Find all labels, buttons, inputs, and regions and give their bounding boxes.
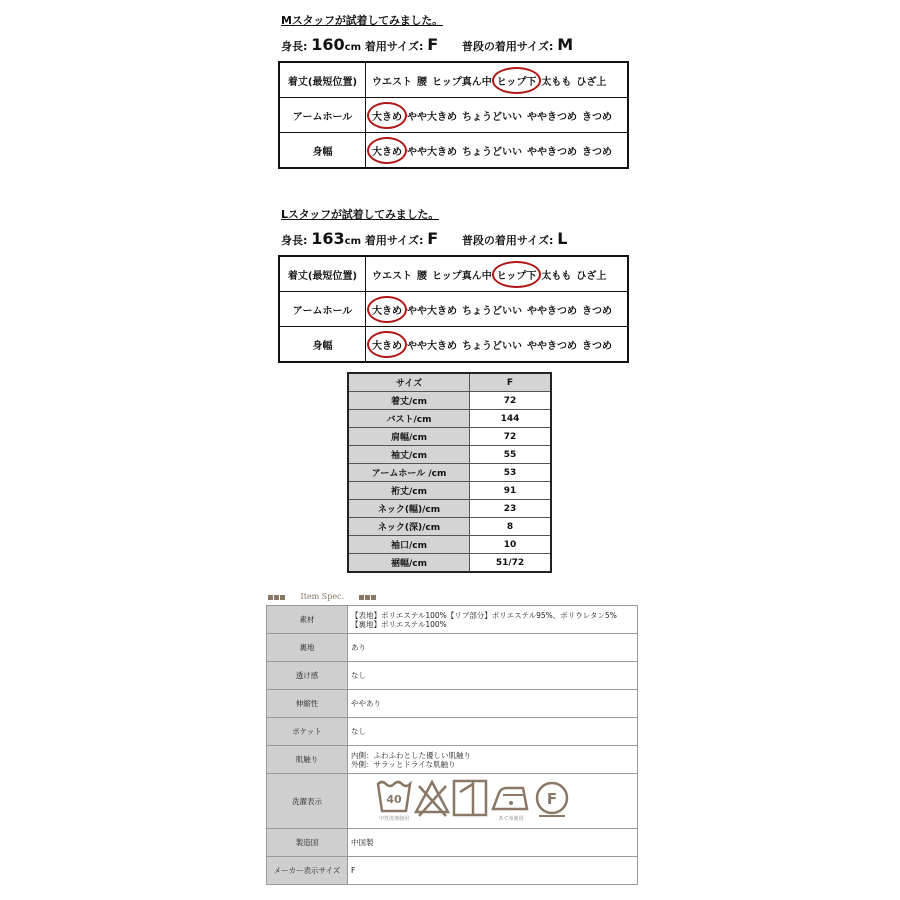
wash-temp: 40 (386, 793, 402, 806)
size-row (348, 554, 551, 573)
staff-l-fit-table (278, 255, 629, 363)
square-icon (268, 595, 273, 600)
size-row-value: 72 (470, 428, 552, 446)
fit-option: ウエスト (372, 76, 412, 88)
fit-option: きつめ (582, 305, 612, 317)
spec-row-value (348, 746, 638, 774)
fit-option-selected: ヒップ下 (497, 267, 537, 282)
dry-clean-icon (533, 778, 571, 824)
size-row (348, 464, 551, 482)
wash-caption: 中性洗剤使用 (378, 816, 409, 822)
fit-option: きつめ (582, 340, 612, 352)
spec-value-line: 中国製 (351, 838, 374, 847)
dry-letter: F (546, 790, 558, 808)
fit-option: ちょうどいい (462, 340, 522, 352)
spec-value-line: なし (351, 727, 366, 736)
height-value: 163 (311, 229, 345, 248)
spec-row-label: 裏地 (267, 634, 348, 662)
fit-row-label: 着丈(最短位置) (279, 62, 366, 98)
size-header-label: サイズ (348, 373, 470, 392)
spec-row-value (348, 662, 638, 690)
spec-row-label: 透け感 (267, 662, 348, 690)
wear-size-value: F (427, 35, 439, 54)
hang-dry-icon (451, 778, 489, 824)
fit-option-selected: 大きめ (372, 337, 402, 352)
fit-option: やや大きめ (407, 111, 457, 123)
size-row-label: 裄丈/cm (348, 482, 470, 500)
fit-option: ややきつめ (527, 111, 577, 123)
spec-row-label: 素材 (267, 606, 348, 634)
fit-row-options (366, 62, 629, 98)
spec-row-label: 製造国 (267, 829, 348, 857)
spec-value-line: なし (351, 671, 366, 680)
size-row-label: 肩幅/cm (348, 428, 470, 446)
fit-row-options (366, 256, 629, 292)
size-row (348, 392, 551, 410)
size-row (348, 428, 551, 446)
square-icon (365, 595, 370, 600)
item-spec-table (266, 605, 638, 885)
fit-option: やや大きめ (407, 305, 457, 317)
spec-value-line: 内側：ふわふわとした優しい肌触り (351, 750, 471, 760)
fit-option-selected: 大きめ (372, 108, 402, 123)
fit-row-label: 身幅 (279, 133, 366, 169)
size-row-value: 53 (470, 464, 552, 482)
spec-row-value (348, 829, 638, 857)
spec-value-line: あり (351, 643, 366, 652)
fit-option: 太もも (541, 270, 572, 282)
spec-row (267, 634, 638, 662)
fit-option: 太もも (541, 76, 572, 88)
iron-icon (489, 778, 533, 824)
spec-row (267, 606, 638, 634)
fit-option: ヒップ真ん中 (432, 270, 492, 282)
spec-value-line: 【表地】ポリエステル100%【リブ部分】ポリエステル95%、ポリウレタン5% (351, 610, 617, 620)
size-row (348, 446, 551, 464)
height-unit: cm (344, 42, 362, 53)
height-label: 身長: (281, 40, 308, 53)
square-icon (274, 595, 279, 600)
fit-option: やや大きめ (407, 340, 457, 352)
size-row-label: アームホール /cm (348, 464, 470, 482)
spec-value-line: ややあり (351, 699, 381, 708)
fit-option-selected: 大きめ (372, 302, 402, 317)
fit-row-label: 身幅 (279, 327, 366, 363)
height-value: 160 (311, 35, 345, 54)
size-row-label: 裾幅/cm (348, 554, 470, 573)
fit-row-options (366, 98, 629, 133)
fit-row (279, 133, 628, 169)
spec-row-value (348, 774, 638, 829)
fit-option: ややきつめ (527, 340, 577, 352)
no-bleach-icon (413, 778, 451, 824)
wear-size-label: 着用サイズ: (364, 234, 424, 247)
size-row-value: 72 (470, 392, 552, 410)
wear-size-value: F (427, 229, 439, 248)
size-table-header (348, 373, 551, 392)
size-row-value: 55 (470, 446, 552, 464)
fit-option: 腰 (417, 76, 427, 88)
care-icons (351, 778, 637, 824)
spec-row-value (348, 606, 638, 634)
usual-size-label: 普段の着用サイズ: (461, 234, 554, 247)
spec-row (267, 829, 638, 857)
item-spec-label: Item Spec. (300, 592, 345, 601)
usual-size-value: L (557, 229, 568, 248)
size-table (347, 372, 552, 573)
spec-row (267, 718, 638, 746)
spec-row-value (348, 857, 638, 885)
spec-row-value (348, 634, 638, 662)
fit-option-selected: 大きめ (372, 143, 402, 158)
spec-value-line: 【裏地】ポリエステル100% (351, 619, 447, 629)
fit-row (279, 98, 628, 133)
staff-m-fit-table (278, 61, 629, 169)
spec-row-label: 洗濯表示 (267, 774, 348, 829)
fit-option: ちょうどいい (462, 146, 522, 158)
size-row-value: 8 (470, 518, 552, 536)
wash-tub-icon (375, 778, 413, 824)
fit-row (279, 292, 628, 327)
fit-row-options (366, 327, 629, 363)
size-header-value: F (470, 373, 552, 392)
item-spec-title (268, 592, 377, 601)
spec-row-label: メーカー表示サイズ (267, 857, 348, 885)
size-row-label: 袖口/cm (348, 536, 470, 554)
height-label: 身長: (281, 234, 308, 247)
size-row-label: ネック(深)/cm (348, 518, 470, 536)
fit-option: ちょうどいい (462, 111, 522, 123)
staff-l-title: Lスタッフが試着してみました。 (281, 208, 440, 221)
fit-option-selected: ヒップ下 (497, 73, 537, 88)
fit-option: きつめ (582, 146, 612, 158)
fit-row-label: 着丈(最短位置) (279, 256, 366, 292)
spec-row-label: 伸縮性 (267, 690, 348, 718)
square-icon (280, 595, 285, 600)
fit-option: ちょうどいい (462, 305, 522, 317)
spec-row (267, 774, 638, 829)
usual-size-label: 普段の着用サイズ: (461, 40, 554, 53)
spec-row-value (348, 690, 638, 718)
size-row-label: 着丈/cm (348, 392, 470, 410)
spec-value-line: 外側：サラッとドライな肌触り (351, 759, 456, 769)
height-unit: cm (344, 236, 362, 247)
fit-option: ヒップ真ん中 (432, 76, 492, 88)
size-row-value: 23 (470, 500, 552, 518)
size-row (348, 410, 551, 428)
spec-value-line: F (351, 866, 356, 875)
spec-row (267, 857, 638, 885)
spec-row-label: 肌触り (267, 746, 348, 774)
fit-row-options (366, 133, 629, 169)
fit-option: きつめ (582, 111, 612, 123)
fit-row-label: アームホール (279, 292, 366, 327)
fit-option: ややきつめ (527, 305, 577, 317)
size-row-value: 91 (470, 482, 552, 500)
usual-size-value: M (557, 35, 574, 54)
fit-option: ひざ上 (576, 76, 607, 88)
spec-row (267, 662, 638, 690)
size-row-label: バスト/cm (348, 410, 470, 428)
size-row (348, 500, 551, 518)
wear-size-label: 着用サイズ: (364, 40, 424, 53)
fit-row (279, 62, 628, 98)
spec-row (267, 746, 638, 774)
spec-row-value (348, 718, 638, 746)
size-row (348, 536, 551, 554)
fit-row-options (366, 292, 629, 327)
fit-option: ややきつめ (527, 146, 577, 158)
fit-option: ひざ上 (576, 270, 607, 282)
iron-caption: あて布使用 (498, 816, 524, 822)
fit-option: 腰 (417, 270, 427, 282)
size-row-label: 袖丈/cm (348, 446, 470, 464)
fit-option: ウエスト (372, 270, 412, 282)
spec-row (267, 690, 638, 718)
staff-m-title: Mスタッフが試着してみました。 (281, 14, 443, 27)
fit-row (279, 256, 628, 292)
staff-m-info (281, 35, 573, 54)
fit-option: やや大きめ (407, 146, 457, 158)
size-row (348, 482, 551, 500)
staff-l-info (281, 229, 567, 248)
size-row-label: ネック(幅)/cm (348, 500, 470, 518)
size-row (348, 518, 551, 536)
size-row-value: 10 (470, 536, 552, 554)
square-icon (359, 595, 364, 600)
fit-row (279, 327, 628, 363)
size-row-value: 51/72 (470, 554, 552, 573)
square-icon (371, 595, 376, 600)
spec-row-label: ポケット (267, 718, 348, 746)
size-row-value: 144 (470, 410, 552, 428)
fit-row-label: アームホール (279, 98, 366, 133)
